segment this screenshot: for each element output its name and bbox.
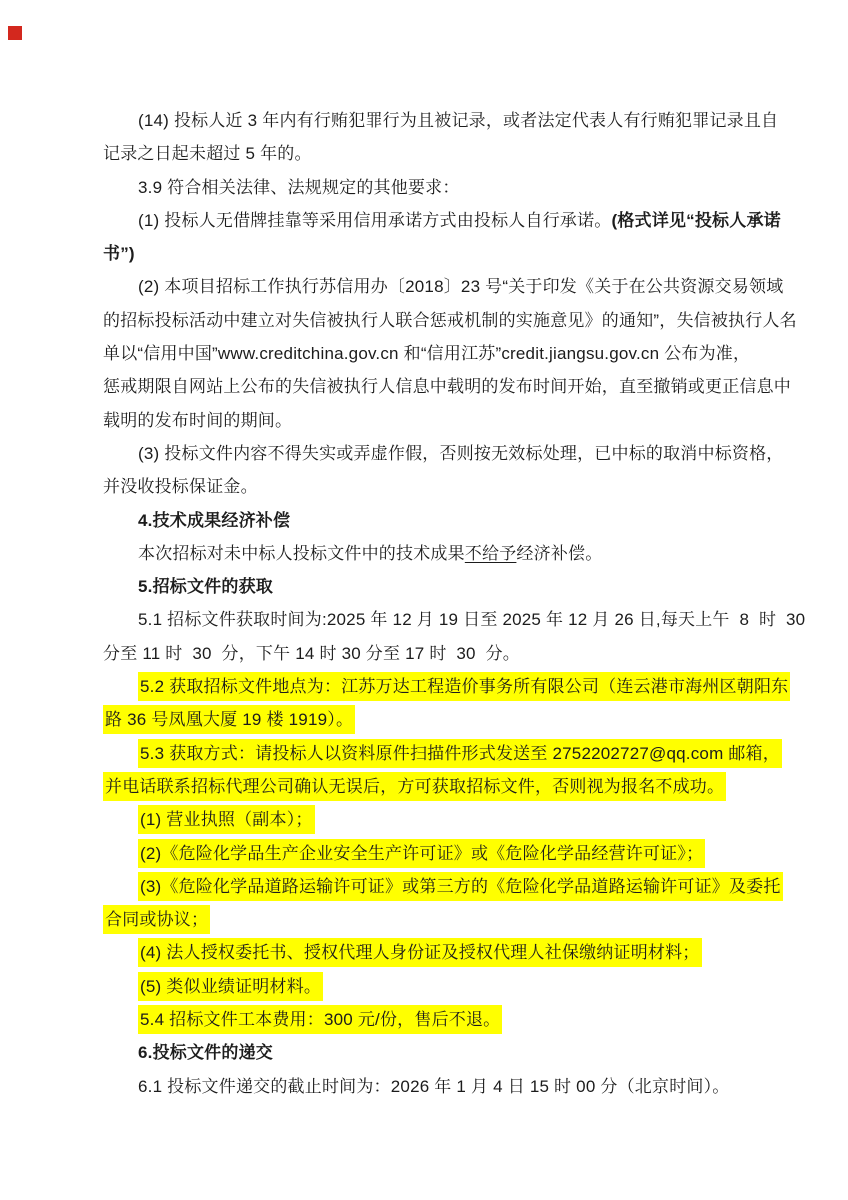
- highlighted-text-run: (2)《危险化学品生产企业安全生产许可证》或《危险化学品经营许可证》；: [138, 839, 705, 868]
- highlighted-text-run: 路 36 号凤凰大厦 19 楼 1919）。: [103, 705, 355, 734]
- text-line: [103, 171, 751, 204]
- text-line: [103, 304, 797, 337]
- text-run: 并没收投标保证金。: [103, 477, 258, 497]
- text-line: [103, 337, 751, 370]
- text-line: [103, 570, 751, 603]
- text-line: [103, 670, 789, 703]
- text-line: [103, 737, 780, 770]
- text-run: (1) 投标人无借牌挂靠等采用信用承诺方式由投标人自行承诺。: [138, 210, 612, 230]
- highlighted-text-run: (5) 类似业绩证明材料。: [138, 972, 323, 1001]
- highlighted-text-run: (4) 法人授权委托书、授权代理人身份证及授权代理人社保缴纳证明材料；: [138, 938, 702, 967]
- text-run: 分至 11 时 30 分，下午 14 时 30 分至 17 时 30 分。: [103, 643, 520, 663]
- text-line: [103, 603, 806, 636]
- text-line: [103, 437, 784, 470]
- text-line: [103, 1070, 751, 1103]
- highlighted-text-run: (3)《危险化学品道路运输许可证》或第三方的《危险化学品道路运输许可证》及委托: [138, 872, 783, 901]
- text-run: 单以“信用中国”www.creditchina.gov.cn 和“信用江苏”credit.jiangsu.gov.cn 公布为准，: [103, 344, 751, 364]
- red-square-marker: [8, 26, 22, 40]
- highlighted-text-run: 合同或协议；: [103, 905, 210, 934]
- text-line: [103, 204, 781, 237]
- text-run: (3) 投标文件内容不得失实或弄虚作假，否则按无效标处理，已中标的取消中标资格，: [138, 443, 784, 463]
- text-line: [103, 137, 751, 170]
- text-line: [103, 770, 751, 803]
- text-run: 5.1 招标文件获取时间为:2025 年 12 月 19 日至 2025 年 12 月 26 日,每天上午 8 时 30: [138, 610, 806, 630]
- bold-text-run: 6.投标文件的递交: [138, 1043, 273, 1063]
- text-run: 记录之日起未超过 5 年的。: [103, 144, 312, 164]
- text-run: 本次招标对未中标人投标文件中的技术成果: [138, 543, 465, 563]
- text-line: [103, 1036, 751, 1069]
- highlighted-text-run: 并电话联系招标代理公司确认无误后，方可获取招标文件，否则视为报名不成功。: [103, 772, 726, 801]
- highlighted-text-run: 5.2 获取招标文件地点为：江苏万达工程造价事务所有限公司（连云港市海州区朝阳东: [138, 672, 790, 701]
- text-run: 惩戒期限自网站上公布的失信被执行人信息中载明的发布时间开始，直至撤销或更正信息中: [103, 377, 791, 397]
- text-line: [103, 270, 784, 303]
- highlighted-text-run: (1) 营业执照（副本）；: [138, 805, 315, 834]
- text-line: [103, 104, 779, 137]
- bold-text-run: (格式详见“投标人承诺: [611, 210, 781, 230]
- text-line: [103, 370, 791, 403]
- bold-text-run: 5.招标文件的获取: [138, 577, 273, 597]
- bold-text-run: 书”): [103, 244, 135, 264]
- document-body: [103, 104, 806, 1103]
- text-line: [103, 803, 751, 836]
- highlighted-text-run: 5.4 招标文件工本费用：300 元/份，售后不退。: [138, 1005, 502, 1034]
- text-run: 载明的发布时间的期间。: [103, 410, 293, 430]
- text-run: 经济补偿。: [516, 543, 603, 563]
- underlined-text-run: 不给予: [464, 543, 517, 563]
- text-run: (2) 本项目招标工作执行苏信用办〔2018〕23 号“关于印发《关于在公共资源交易领域: [138, 277, 784, 297]
- text-line: [103, 637, 751, 670]
- text-run: 的招标投标活动中建立对失信被执行人联合惩戒机制的实施意见》的通知”，失信被执行人名: [103, 310, 797, 330]
- text-run: 6.1 投标文件递交的截止时间为：2026 年 1 月 4 日 15 时 00 分（北京时间）。: [138, 1076, 730, 1096]
- text-line: [103, 404, 751, 437]
- text-line: [103, 703, 751, 736]
- text-line: [103, 470, 751, 503]
- bold-text-run: 4.技术成果经济补偿: [138, 510, 291, 530]
- text-line: [103, 970, 751, 1003]
- text-run: (14) 投标人近 3 年内有行贿犯罪行为且被记录，或者法定代表人有行贿犯罪记录且自: [138, 111, 779, 130]
- text-run: 3.9 符合相关法律、法规规定的其他要求：: [138, 177, 460, 197]
- highlighted-text-run: 5.3 获取方式：请投标人以资料原件扫描件形式发送至 2752202727@qq.com 邮箱，: [138, 739, 782, 768]
- text-line: [103, 903, 751, 936]
- text-line: [103, 504, 751, 537]
- text-line: [103, 1003, 751, 1036]
- text-line: [103, 837, 751, 870]
- text-line: [103, 870, 781, 903]
- text-line: [103, 537, 751, 570]
- text-line: [103, 237, 751, 270]
- text-line: [103, 936, 751, 969]
